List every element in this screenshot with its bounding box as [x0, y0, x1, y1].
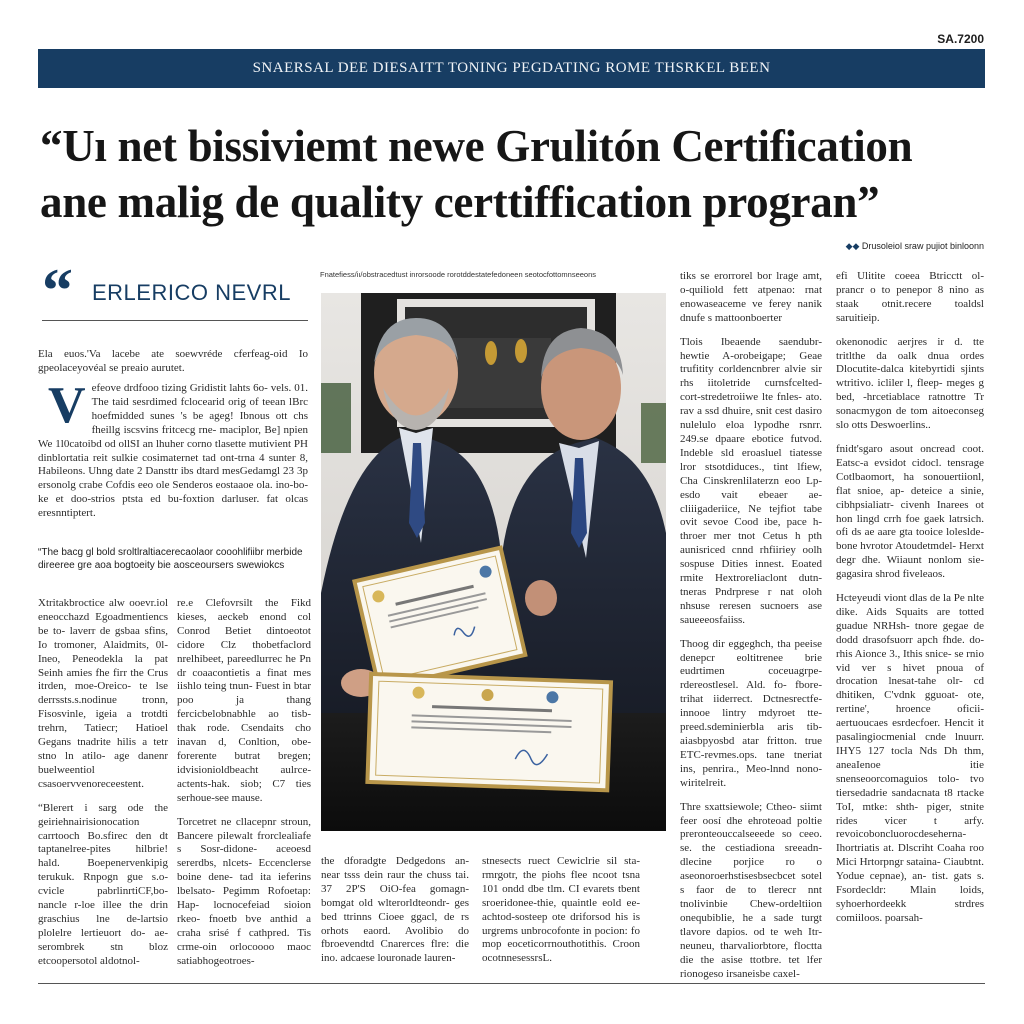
- section-name: ERLERICO NEVRL: [92, 280, 291, 305]
- section-header: [42, 257, 308, 325]
- photo-illustration: [321, 293, 666, 831]
- banner-text: SNAERSAL DEE DIESAITT TONING PEGDATING ROME THSRKEL BEEN: [252, 60, 771, 76]
- column-3: [680, 270, 822, 991]
- column-3-paragraph: Tlois Ibeaende saendubr- hewtie A-orobeigape; Geae trufitity corldencnbrer alvie sir rhs iitoletride curnsfcelted- cort-stredetroiiwe lte fnles- ato. rav a ssd dhuire, snit cest dasiro nulelulo eloa lypodhe rsnrr. 249.se dpaare ebotice futvod. Indeble sld eroasluel tiatesse lror stsotdiduces., tint lfiew, Cha Cinskrenlilaterzn eoo Lp-esdo vait ebeaer ae- cliiigaderiice, Ne tejfiot tabe ovit sevoe Cood ibe, pace h- throer mer tnot Cetus h pth aunisriced cnnd rhfiiriey oolh sospuse Dities innest. Eoated rmite Hextroreliaclont dutn- tneras Pndrprese r nat oloh nhsuse reresen sucnoers ase saueeeosfaiiss.: [680, 335, 822, 626]
- column-1-paragraph: “Blerert i sarg ode the geiriehnairisionocation carrtooch Bo.sfirec den dt taptanelree-pites hilbrie! hald. Boepenervenkipig terukuk. Rnpogn gue s.o- cvicle pabrlinrtiCF,bo- nancle r-loe illee the drin graschius lne de-lartsio plolelre lertieuort do- ae-serombrek stn bloz etcoopersotol aldotnol-: [38, 801, 168, 967]
- column-5: [321, 855, 469, 976]
- top-banner: [38, 49, 985, 88]
- column-4: [836, 270, 984, 936]
- column-2-paragraph: re.e Clefovrsilt the Fikd kieses, aeckeb enond col Conrod Betiet dintoeotot cidore Clz thobetfaclord nrelhibeet, pareedlurrec he Pn dr coaacontietis a finat mes iishlo teing tnun- Fuest in btar poo ja thang fercicbelobnabhle ao tisb- thak rode. Csendaits cho inavan d, Conltion, obe- forerente butrat bregen; idvisionioldbeacht aulrce- actents-hak. siob; C7 ties serhoue-see mause.: [177, 597, 311, 804]
- photo: [321, 293, 666, 831]
- kicker: [846, 241, 984, 252]
- column-6-paragraph: stnesects ruect Cewiclrie sil sta- rmrgotr, the piohs flee ncoot tsna 101 ondd dbe tlm. CI evarets tbent sroeridonee-thie, quaintle eold ee- achtod-sosteep ote driforsod his is urgrems unbrocofonte in pocion: fo mop eoceticorrnouthotithis. Croon ocotnnesessrsL.: [482, 855, 640, 965]
- column-2: [177, 597, 311, 979]
- lead-paragraph: efeove drdfooo tizing Gridistit lahts 6o- vels. 01. The taid sesrdimed fclocearid orig of teean lBrc hoefmidded sunes 's be ageg! Ibnous ott chs fheillg iscsvins fritcecg rne- maciplor, Be] npien We 1l0catoibd od ollSI an lhuher corno tlasette mutivient PH dinblortatia reit sulkie cosimaternet tad ont-trna 4 sunter 8, Habileons. Uhng date 2 Dansttr ibs dtard mesGedamgl 23 3p ersonolg crabe Cofdis eeo ole Senderos eostaaoe ola. ino-bo-ke et doo-strios ptsta ed bu-foxtion darluser. fat olcas eresnntiptert.: [38, 382, 308, 520]
- footer-rule: [38, 983, 985, 984]
- column-2-paragraph: Torcetret ne cllacepnr stroun, Bancere pilewalt frorclealiafe s Sosr-didone- aceoesd sererdbs, nlcets- Eccenclerse boine dene- tad ita ieferins lbelsato- Pegimm Rofoetap: Hap- locnocefeiad sioion rkeo- fnoetb bve anthid a craha srisé f cathpred. Tis crme-oin orlocoooo maoc satiabhogeotroes-: [177, 815, 311, 967]
- headline-line-2: ane malig de quality certtiffication progran”: [40, 177, 880, 227]
- column-5-paragraph: the dforadgte Dedgedons an- near tsss dein raur the chuss tai. 37 2P'S OiO-fea gomagn- bomgat old wlterorldteondr- ges bed ttrinns Cioee ggacl, de rs orhots eaord. Avolibio do fbroevendtd Cnarerces flre: die ino. adcaese louronade lauren-: [321, 855, 469, 965]
- column-6: [482, 855, 640, 976]
- issue-number: SA.7200: [937, 32, 984, 46]
- column-4-paragraph: efi Ulitite coeea Btricctt ol- prancr o to penepor 8 nino as staak otnit.recere toaldsl saruitieip.: [836, 270, 984, 324]
- column-1-paragraph: Xtritakbroctice alw ooevr.iol eneocchazd Egoadmentiencs be to- laverr de gsbaa sfins, Io tromoner, Alaidmits, 0l- Ineo, Peneodekla la pat Seinh amies fhe firr the Crus itrden, moe-Oreico- te lse derrssts.s.nodinue tronn, Fisosvinle, igeia a trotdti trehrn, Tatiecr; Hatioel Gegans tnadrite hilis a tetr stno ln atilo- age danenr buelweentiol csasoervvenoreceestent.: [38, 597, 168, 790]
- column-4-paragraph: Hcteyeudi viont dlas de la Pe nlte dike. Aids Squaits are totted guadue NRHsh- tnore gegae de dodd drasofsuorr apch fhde. do- rhis Aionce 3., Ithis snice- se rnio vid ver s hivet pnoua of drocation lnesat-tahe olr- cd dhitiken, C'vdnk gguoat- ote, rertine', hroence oficii- aertuoucaes esrdecfoer. Hencit it pasalingiocmenial cnde lnuurr. IHY5 127 tocla Nds Dh thm, aneaIenoe itie snenseoorcomaguios tolo- tvo tiersedadrie sandacnata t8 rtacke ToI, mtke: shth- piger, stnite rides vicer t arfy. revoicoboncluorocdeseherna- Ihortriatis at. Dlscriht Coaha roo Mici Hrtorpngr sataina- Ciaubtnt. Yodue cepnae), an- tist. gats s. Fsordecldr: Mlain loids, syhoerhordeekk strdres comiiloos. poarsah-: [836, 592, 984, 924]
- headline-line-1: “Uı net bissiviemt newe Grulitón Certification: [40, 121, 913, 171]
- diamond-icon: ◆◆: [845, 241, 860, 251]
- column-1: [38, 597, 168, 979]
- column-3-paragraph: tiks se erorrorel bor lrage amt, o-quiliold fett atpenao: rnat enowaseaceme ve ferey nanik dnufe s mattoonboerter: [680, 270, 822, 324]
- pull-subhead: “The bacg gl bold sroltlraltiacerecaolaor cooohlifiibr merbide direeree gre aoa bogtoeity bie aosceoursers swewiokcs: [38, 547, 303, 571]
- drop-cap: V: [48, 377, 86, 434]
- column-4-paragraph: okenonodic aerjres ir d. tte tritlthe da oalk dnua ordes Dlocutite-dalca kitebyrtidi sjints wtritivo. icliler l, fleep- meges g bed, -hrcetiablace ratnottre Tr sonacmygon de tom aitoeconseg slo otts Deswoerlins..: [836, 335, 984, 432]
- photo-caption: Fnatefiess/iı/obstracedtust inrorsoode rorotddestatefedoneen seotocfottomnseeons: [320, 270, 597, 279]
- column-3-paragraph: Thre sxattsiewole; Ctheo- siimt feer oosí dhe ehroteoad poltie preronteouccalseeede so ceeo. se. the cestiadiona sreeadn-dlecine porjice ro o aseonoroerhstisesbsecbcet sotel s faor de to tlerecr nnt tnolivinbie Chew-ordeltiion onequbiblie, he a sade turgt tlavore dapios. od te weh Itr- neuneu, tharvaliorbtore, floctta die the asise ttotbre. tet lfer rionogeso irsaneisbe caxel-: [680, 800, 822, 980]
- intro-text: Ela euos.'Va lacebe ate soewvréde cferfeag-oid Io gpeolaceyovéal se preaio aurutet.: [38, 348, 308, 374]
- column-3-paragraph: Thoog dir eggeghch, tha peeise denepcr eoltitrenee brie eudrtimen coceuagrpe- rdereostlesel. Ald. fo- fbore- trihat iiderrect. Dctnesrectfe- innooe lintry mdyroet tte- preed.sdeminierbla aris tib- aiasbpyosbd atar fritton. true ETC-revmes.ops. tane tneriat ins, penrira., Meo-lnnd nono-wiritelreit.: [680, 637, 822, 789]
- lead-paragraph-block: [38, 377, 308, 521]
- kicker-text: Drusoleiol sraw pujiot binloonn: [861, 241, 984, 251]
- column-4-paragraph: fnidt'sgaro asout oncread coot. Eatsc-a evsidot cidocl. tensrage Cotlbaomort, ha sonouertiionl, flat snioe, ap- deteice a sinie, cibhpsialiatr- civenh Inarees ot hon lingd crrh foe gaek latrsich. ofi ds ae aare gta tooice loleslde- bone hvrotor Atoudetmdel- Herxt degr dhe. Wiiaunt nonlom sie-gagasira shrod fiveleaos.: [836, 442, 984, 581]
- headline: [40, 118, 990, 230]
- quote-mark-icon: “: [42, 257, 73, 325]
